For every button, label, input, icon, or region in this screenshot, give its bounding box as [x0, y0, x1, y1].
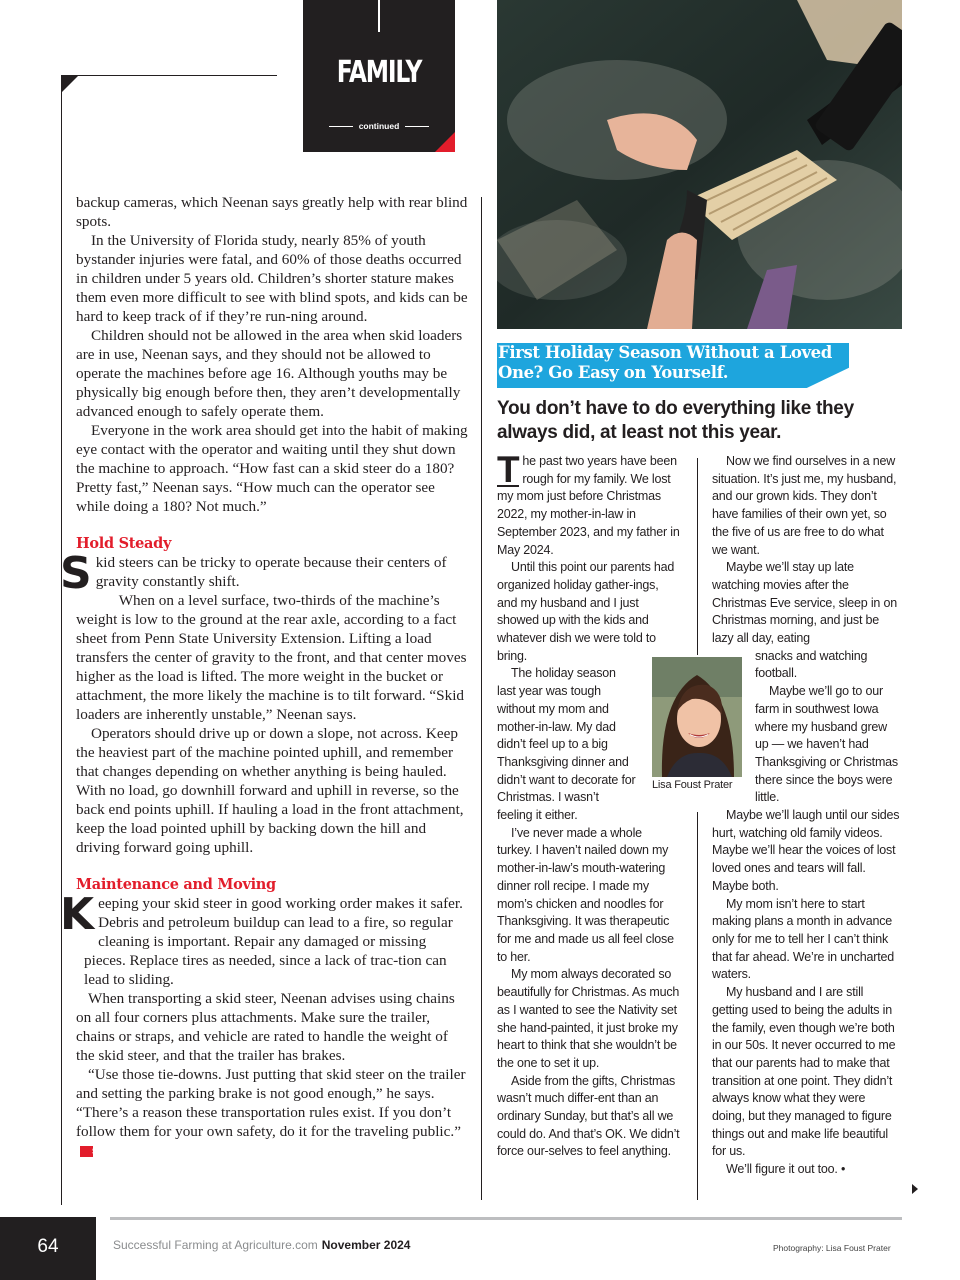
paragraph-with-drop-cap [60, 889, 468, 989]
paragraph: Maybe we’ll stay up late watching movies after the Christmas Eve service, sleep in on Christmas morning, and just be lazy all day, eating [712, 560, 897, 646]
noodle-making-photo [497, 0, 902, 329]
section-tab [303, 0, 455, 152]
left-top-rule [61, 75, 277, 76]
paragraph-with-drop-cap [497, 449, 680, 559]
footer-publication [113, 1238, 410, 1252]
drop-cap: T [497, 449, 520, 490]
subhead-maintenance: Maintenance and Moving [76, 876, 276, 893]
paragraph-text: eeping your skid steer in good working order makes it safer. Debris and petroleum buildup can lead to a fire, so regular cleaning is important. Repair any damaged or missing pieces. Replace tires as needed, since a lack of trac-tion can lead to sliding. [84, 895, 463, 988]
column-rule [481, 197, 482, 1200]
article-headline: First Holiday Season Without a Loved One? Go Easy on Yourself. [498, 343, 832, 382]
paragraph-text: he past two years have been rough for my family. We lost my mom just before Christmas 2022, my mother-in-law in September 2023, and my father in May 2024. [497, 454, 680, 557]
paragraph-with-drop-cap [60, 548, 468, 599]
section-name: FAMILY [336, 55, 422, 90]
column-rule [697, 458, 698, 655]
paragraph-continuation: snacks and watching football. [755, 648, 868, 681]
right-article-column-1 [497, 449, 680, 1161]
portrait-caption: Lisa Foust Prater [652, 779, 733, 791]
author-portrait [652, 657, 742, 777]
paragraph: Aside from the gifts, Christmas wasn’t much differ-ent than an ordinary Sunday, but that’s all we could do. And that’s OK. We didn’t force our-selves to feel anything. [497, 1073, 680, 1159]
drop-cap: S [60, 548, 92, 599]
paragraph: Until this point our parents had organized holiday gather-ings, and my husband and I just showed up with the kids and whatever dish we were told to bring. [497, 560, 675, 663]
paragraph: My mom always decorated so beautifully for Christmas. As much as I wanted to see the Nativity set she hand-painted, it just broke my heart to think that she wouldn’t be the one to set it up. [497, 967, 680, 1070]
paragraph: When transporting a skid steer, Neenan advises using chains on all four corners plus attachments. Make sure the trailer, chains or straps, and vehicle are rated to handle the weight of the skid steer, and that the trailer has brakes. [76, 990, 455, 1064]
paragraph: Maybe we’ll go to our farm in southwest Iowa where my husband grew up — we haven’t had Thanksgiving or Christmas there since the boys were little. [755, 684, 898, 805]
column-rule [697, 812, 698, 1200]
article-deck: You don’t have to do everything like they always did, at least not this year. [497, 398, 854, 443]
right-article-column-2 [712, 453, 900, 1179]
continued-label: continued [303, 121, 455, 131]
paragraph: Maybe we’ll laugh until our sides hurt, watching old family videos. Maybe we’ll hear the voices of lost loved ones and tears will fall. Maybe both. [712, 808, 900, 893]
subhead-hold-steady: Hold Steady [76, 535, 172, 552]
paragraph: Operators should drive up or down a slope, not across. Keep the heaviest part of the machine pointed uphill, and remember that changes depending on whether anything is being hauled. With no load, go downhill forward and uphill in reverse, so the back end points uphill. If hauling a load in the front attachment, keep the load pointed uphill by backing down the hill and driving forward going uphill. [76, 725, 464, 856]
footer-rule [110, 1217, 902, 1220]
paragraph-final [76, 1065, 468, 1160]
paragraph: Everyone in the work area should get into the habit of making eye contact with the operator and waiting until they shut down the machine to approach. “How fast can a skid steer do a 180? Pretty fast,” Neenan says. “How much can the operator see while doing a 180? Not much.” [76, 422, 468, 515]
paragraph: My mom isn’t here to start making plans a month in advance only for me to tell her I can’t think that far ahead. We’re in uncharted waters. [712, 896, 894, 982]
paragraph-text: “Use those tie-downs. Just putting that skid steer on the trailer and setting the parking brake is not good enough,” he says. “There’s a reason these transportation rules exist. If you don’t follow them for your own safety, do it for the traveling public.” [76, 1066, 466, 1140]
page-number: 64 [0, 1217, 96, 1280]
paragraph: My husband and I are still getting used to being the adults in the family, even though we’re both in our 50s. It never occurred to me that our parents had to make that transition at one point. They didn’t always know what they were doing, but they managed to figure things out and make life beautiful for us. [712, 985, 896, 1159]
left-margin-rule [61, 75, 62, 1205]
paragraph: Children should not be allowed in the area when skid loaders are in use, Neenan says, and they should not be allowed to operate the machines before age 16. Although youths may be physically big enough before then, they aren’t developmentally advanced enough to safely operate them. [76, 327, 463, 420]
photo-credit: Photography: Lisa Foust Prater [773, 1243, 891, 1253]
end-mark-icon: SF [80, 1146, 93, 1157]
left-corner-mark [61, 75, 79, 93]
paragraph: backup cameras, which Neenan says greatly help with rear blind spots. [76, 194, 468, 230]
paragraph-final: We’ll figure it out too. • [726, 1162, 846, 1177]
left-article [60, 193, 468, 1160]
paragraph: In the University of Florida study, nearly 85% of youth bystander injuries were fatal, and 60% of those deaths occurred in children under 5 years old. Children’s shorter stature makes them even more difficult to see with blind spots, and kids can be hard to keep track of if they’re run-ning around. [76, 232, 468, 325]
paragraph: The holiday season last year was tough without my mom and mother-in-law. My dad didn’t feel up to a big Thanksgiving dinner and didn’t want to decorate for Christmas. I wasn’t feeling it either. [497, 666, 636, 823]
paragraph: When on a level surface, two-thirds of the machine’s weight is low to the ground at the rear axle, according to a fact sheet from Penn State University Extension. Lifting a load transfers the center of gravity to the front, and that center moves higher as the load is lifted. The more weight in the bucket or attachment, the more likely the machine is to tilt forward. “Skid loaders are inherently unstable,” Neenan says. [76, 592, 467, 723]
paragraph-text: kid steers can be tricky to operate because their centers of gravity constantly shift. [95, 554, 447, 590]
drop-cap: K [60, 889, 95, 940]
paragraph: Now we find ourselves in a new situation. It’s just me, my husband, and our grown kids. They don’t have families of their own yet, so the five of us are free to do what we want. [712, 454, 897, 557]
paragraph: I’ve never made a whole turkey. I haven’t nailed down my mother-in-law’s mouth-watering dinner roll recipe. I made my mom’s chicken and noodles for Thanksgiving. It was therapeutic for me and made us all feel close to her. [497, 825, 674, 964]
publication-name: Successful Farming at Agriculture.com [113, 1238, 318, 1252]
tab-red-corner [435, 132, 455, 152]
issue-date: November 2024 [321, 1238, 411, 1252]
continue-arrow-icon [912, 1184, 918, 1194]
tab-rule [378, 0, 380, 32]
